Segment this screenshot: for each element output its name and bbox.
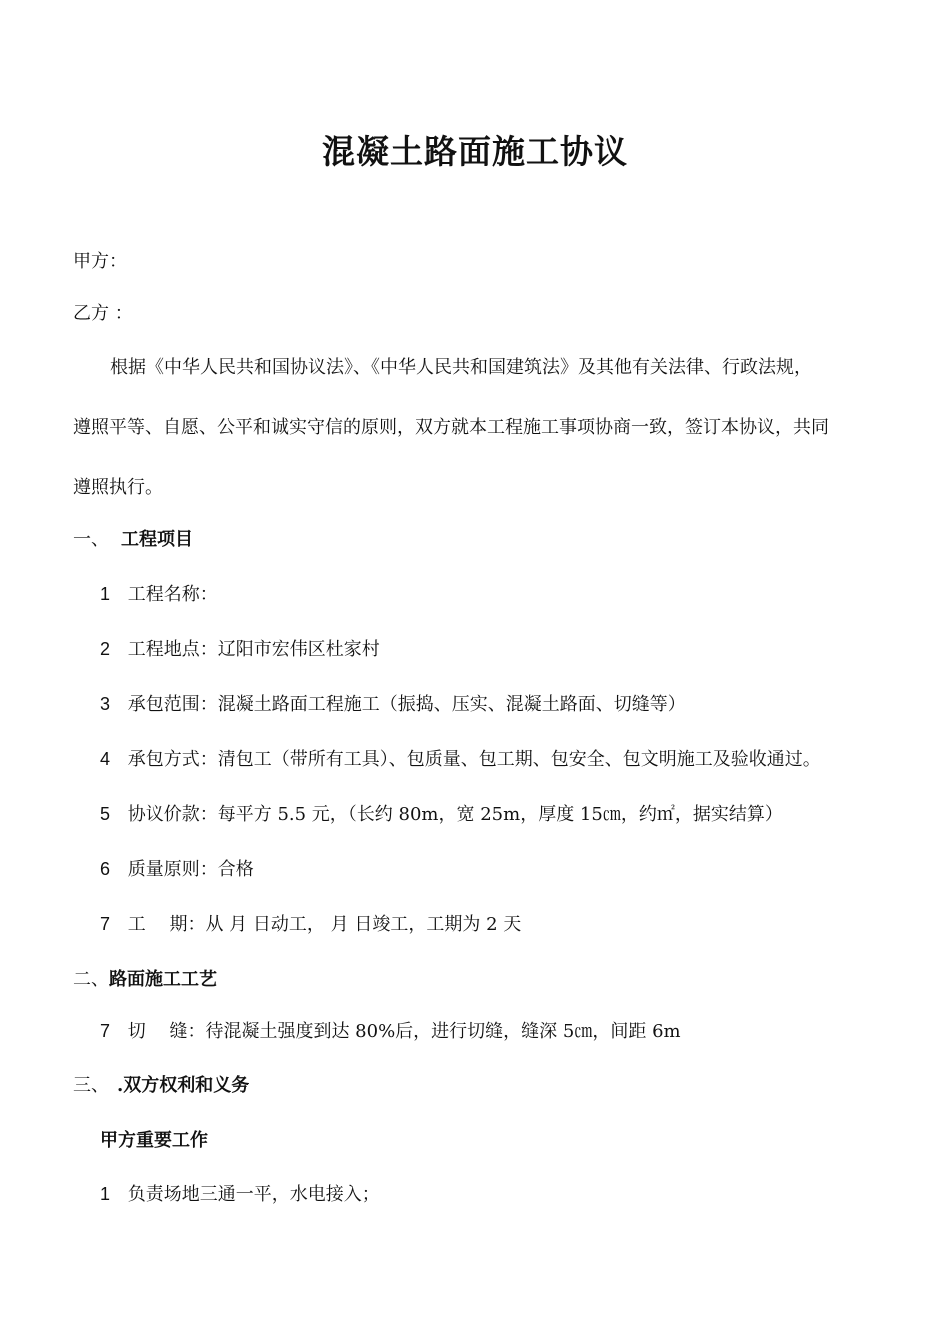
list-item bbox=[100, 582, 218, 607]
item-number: 4 bbox=[100, 749, 111, 769]
list-item bbox=[100, 692, 686, 717]
item-text: 质量原则：合格 bbox=[127, 859, 254, 880]
party-a-label: 甲方： bbox=[73, 251, 127, 272]
section-heading-1 bbox=[73, 528, 193, 552]
item-text: 承包范围：混凝土路面工程施工（振捣、压实、混凝土路面、切缝等） bbox=[127, 694, 686, 715]
item-text: 承包方式：清包工（带所有工具）、包质量、包工期、包安全、包文明施工及验收通过。 bbox=[127, 749, 821, 770]
list-item bbox=[100, 912, 521, 937]
item-text: 工程地点：辽阳市宏伟区杜家村 bbox=[127, 639, 380, 660]
list-item bbox=[100, 637, 380, 662]
section-title: 路面施工工艺 bbox=[109, 969, 217, 990]
item-number: 7 bbox=[100, 1021, 111, 1041]
party-b-label: 乙方 ： bbox=[73, 303, 133, 324]
item-number: 3 bbox=[100, 694, 111, 714]
subsection-heading: 甲方重要工作 bbox=[100, 1130, 208, 1151]
section-heading-3 bbox=[73, 1074, 249, 1098]
item-number: 1 bbox=[100, 584, 111, 604]
item-text: 负责场地三通一平，水电接入； bbox=[127, 1184, 380, 1205]
item-text: 工程名称： bbox=[127, 584, 218, 605]
item-text: 协议价款：每平方 5.5 元，（长约 80m，宽 25m，厚度 15㎝，约㎡，据实结算） bbox=[127, 804, 783, 825]
item-text: 切 缝：待混凝土强度到达 80%后，进行切缝，缝深 5㎝，间距 6m bbox=[127, 1021, 681, 1042]
intro-paragraph-line-2: 遵照平等、自愿、公平和诚实守信的原则，双方就本工程施工事项协商一致，签订本协议，共同 bbox=[73, 417, 829, 438]
list-item bbox=[100, 857, 254, 882]
item-number: 5 bbox=[100, 804, 111, 824]
section-heading-2 bbox=[73, 968, 217, 992]
section-number: 一、 bbox=[73, 529, 109, 550]
list-item bbox=[100, 1182, 380, 1207]
section-title: .双方权利和义务 bbox=[117, 1075, 250, 1096]
item-text: 工 期：从 月 日动工， 月 日竣工，工期为 2 天 bbox=[127, 914, 522, 935]
item-number: 6 bbox=[100, 859, 111, 879]
item-number: 7 bbox=[100, 914, 111, 934]
section-number: 三、 bbox=[73, 1075, 109, 1096]
section-title: 工程项目 bbox=[121, 529, 193, 550]
intro-paragraph-line-1: 根据《中华人民共和国协议法》、《中华人民共和国建筑法》及其他有关法律、行政法规， bbox=[110, 357, 812, 378]
intro-paragraph-line-3: 遵照执行。 bbox=[73, 477, 163, 498]
document-title: 混凝土路面施工协议 bbox=[322, 132, 628, 171]
item-number: 1 bbox=[100, 1184, 111, 1204]
list-item bbox=[100, 802, 783, 827]
list-item bbox=[100, 747, 821, 772]
section-number: 二、 bbox=[73, 969, 109, 990]
item-number: 2 bbox=[100, 639, 111, 659]
list-item bbox=[100, 1019, 681, 1044]
